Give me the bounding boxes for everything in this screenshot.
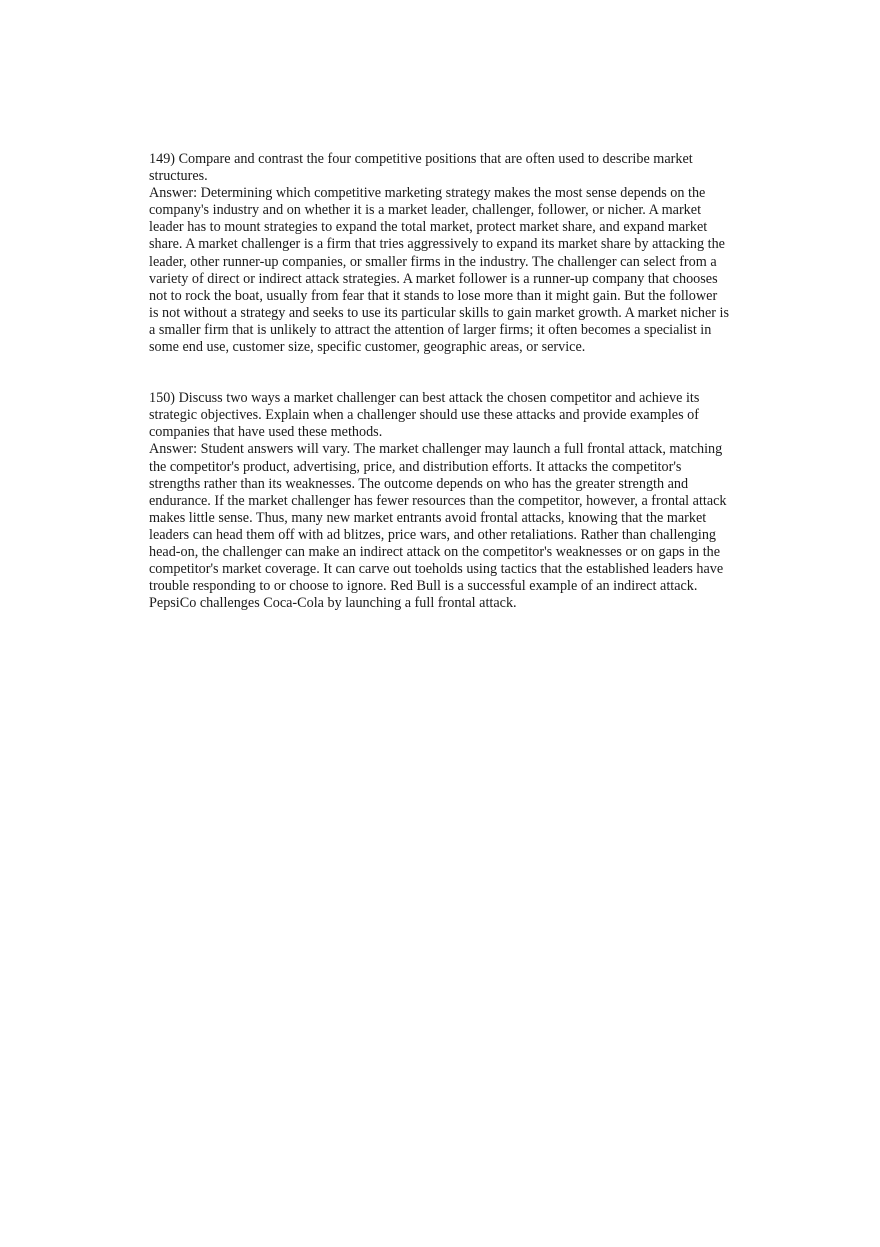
question-number: 150) [149, 390, 176, 407]
question-number: 149) [149, 151, 176, 167]
answer-label: Answer: [149, 185, 198, 202]
answer-150 [149, 441, 729, 612]
document-content [149, 151, 729, 612]
answer-text: Determining which competitive marketing strategy makes the most sense depends on the company's industry and on whether it is a market leader, challenger, follower, or nicher. A market leader has to mount strategies to expand the total market, protect market share, and expand market share. A market challenger is a firm that tries aggressively to expand its market share by attacking the leader, other runner-up companies, or smaller firms in the industry. The challenger can select from a variety of direct or indirect attack strategies. A market follower is a runner-up company that chooses not to rock the boat, usually from fear that it stands to lose more than it might gain. But the follower is not without a strategy and seeks to use its particular skills to gain market growth. A market nicher is a smaller firm that is unlikely to attract the attention of larger firms; it often becomes a specialist in some end use, customer size, specific customer, geographic areas, or service. [149, 185, 729, 356]
answer-label: Answer: [149, 441, 198, 458]
question-149 [149, 151, 729, 185]
question-text: Compare and contrast the four competitive positions that are often used to describe market structures. [149, 151, 693, 185]
question-text: Discuss two ways a market challenger can best attack the chosen competitor and achieve its strategic objectives. Explain when a challenger should use these attacks and provide examples of companies that have used these methods. [149, 390, 700, 441]
answer-text: Student answers will vary. The market challenger may launch a full frontal attack, matching the competitor's product, advertising, price, and distribution efforts. It attacks the competitor's strengths rather than its weaknesses. The outcome depends on who has the greater strength and endurance. If the market challenger has fewer resources than the competitor, however, a frontal attack makes little sense. Thus, many new market entrants avoid frontal attacks, knowing that the market leaders can head them off with ad blitzes, price wars, and other retaliations. Rather than challenging head-on, the challenger can make an indirect attack on the competitor's weaknesses or on gaps in the competitor's market coverage. It can carve out toeholds using tactics that the established leaders have trouble responding to or choose to ignore. Red Bull is a successful example of an indirect attack. PepsiCo challenges Coca-Cola by launching a full frontal attack. [149, 441, 727, 612]
question-150 [149, 390, 729, 441]
question-block-150 [149, 390, 729, 612]
question-block-149 [149, 151, 729, 356]
answer-149 [149, 185, 729, 356]
